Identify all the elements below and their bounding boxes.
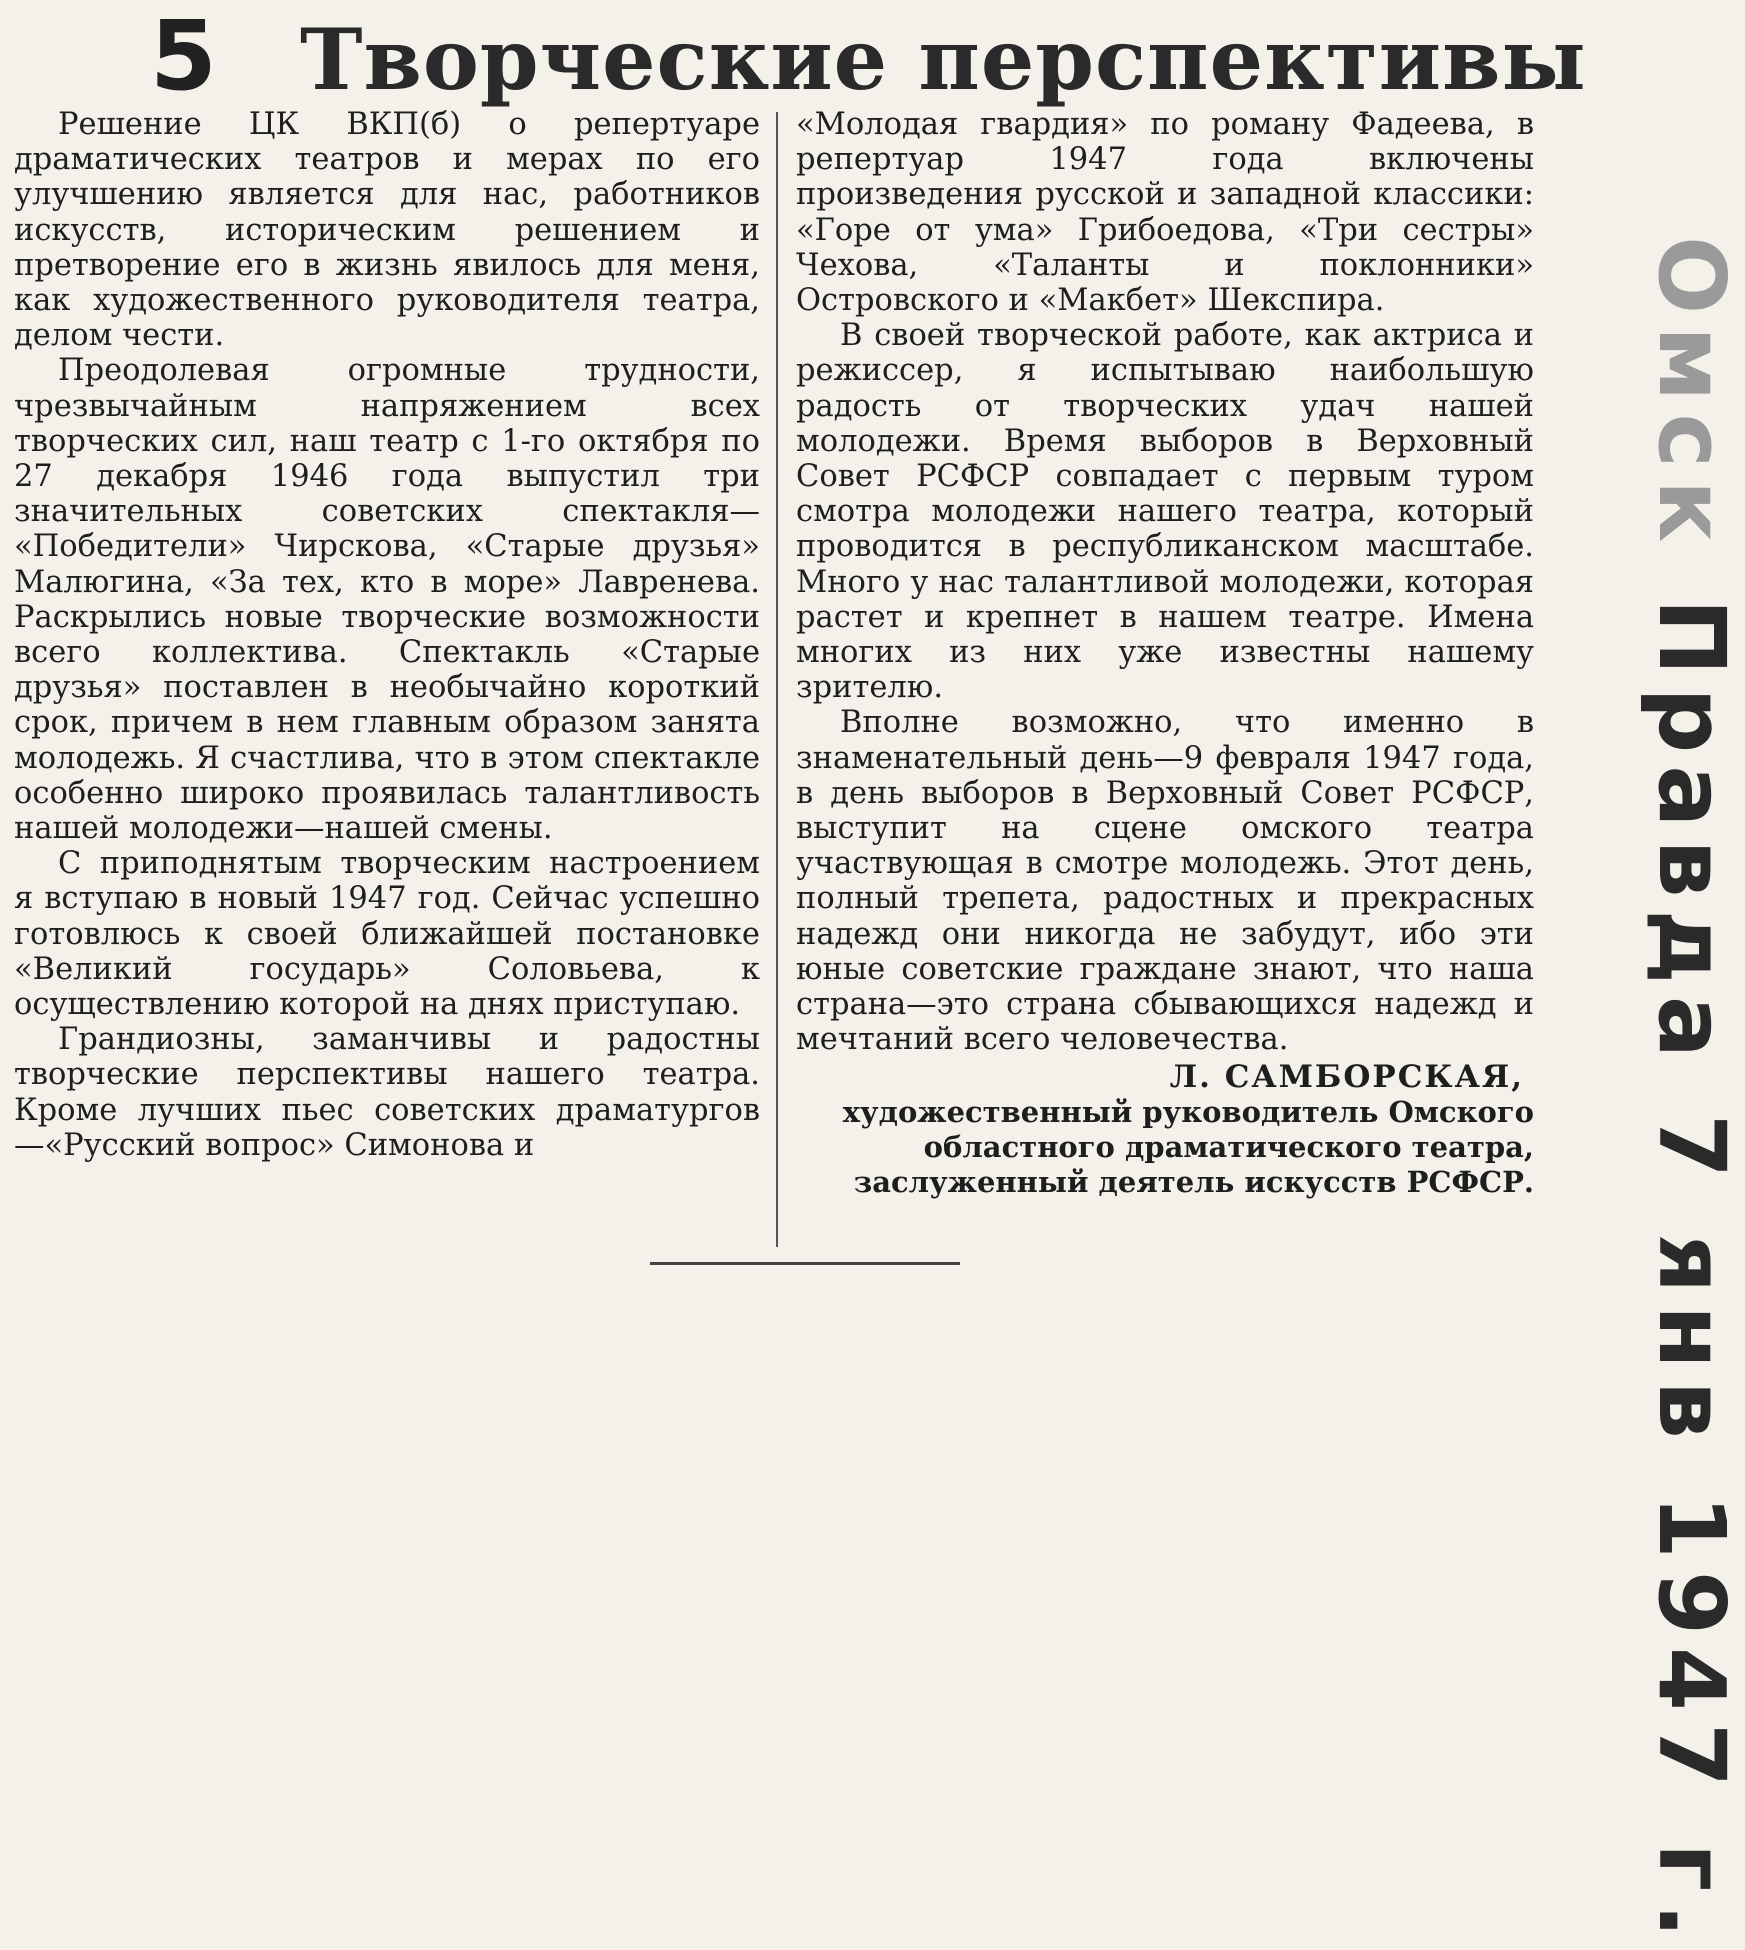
- paragraph: «Молодая гвардия» по роману Фадеева, в репертуар 1947 года включены произведения русской и западной классики: «Горе от ума» Грибоедова, «Три сестры» Чехова, «Таланты и поклонники» Островского и «Макбет» Шекспира.: [796, 107, 1534, 319]
- right-column: [796, 107, 1534, 1200]
- left-column: [14, 107, 760, 1163]
- author-signature: [796, 1059, 1534, 1200]
- author-name: Л. САМБОРСКАЯ,: [1169, 1059, 1524, 1096]
- author-role-line: областного драматического театра,: [923, 1130, 1534, 1165]
- paragraph: Вполне возможно, что именно в знаменательный день—9 февраля 1947 года, в день выборов в Верховный Совет РСФСР, выступит на сцене омского театра участвующая в смотре молодежь. Этот день, полный трепета, радостных и прекрасных надежд они никогда не забудут, ибо эти юные советские граждане знают, что наша страна—это страна сбывающихся надежд и мечтаний всего человечества.: [796, 705, 1534, 1058]
- column-divider: [776, 112, 778, 1247]
- end-rule: [650, 1262, 960, 1265]
- paragraph: Грандиозны, заманчивы и радостны творческие перспективы нашего театра. Кроме лучших пьес советских драматургов—«Русский вопрос» Симонова и: [14, 1022, 760, 1163]
- handwritten-number-mark: 5: [150, 0, 217, 112]
- article-title: Творческие перспективы: [300, 10, 1587, 109]
- stamp-text: [1638, 236, 1745, 1950]
- source-stamp: [1590, 236, 1745, 1950]
- stamp-city: Омск: [1638, 236, 1745, 555]
- paragraph: Решение ЦК ВКП(б) о репертуаре драматических театров и мерах по его улучшению является для нас, работников искусств, историческим решением и претворение его в жизнь явилось для меня, как художественного руководителя театра, делом чести.: [14, 107, 760, 354]
- stamp-paper: Правда: [1638, 598, 1745, 1070]
- author-role-line: заслуженный деятель искусств РСФСР.: [853, 1165, 1534, 1200]
- author-role-line: художественный руководитель Омского: [842, 1095, 1534, 1130]
- stamp-date: 7 янв 1947 г.: [1638, 1114, 1745, 1950]
- paragraph: С приподнятым творческим настроением я вступаю в новый 1947 год. Сейчас успешно готовлюсь к своей ближайшей постановке «Великий государь» Соловьева, к осуществлению которой на днях приступаю.: [14, 846, 760, 1023]
- paragraph: Преодолевая огромные трудности, чрезвычайным напряжением всех творческих сил, наш театр с 1-го октября по 27 декабря 1946 года выпустил три значительных советских спектакля— «Победители» Чирскова, «Старые друзья» Малюгина, «За тех, кто в море» Лавренева. Раскрылись новые творческие возможности всего коллектива. Спектакль «Старые друзья» поставлен в необычайно короткий срок, причем в нем главным образом занята молодежь. Я счастлива, что в этом спектакле особенно широко проявилась талантливость нашей молодежи—нашей смены.: [14, 353, 760, 847]
- paragraph: В своей творческой работе, как актриса и режиссер, я испытываю наибольшую радость от творческих удач нашей молодежи. Время выборов в Верховный Совет РСФСР совпадает с первым туром смотра молодежи нашего театра, который проводится в республиканском масштабе. Много у нас талантливой молодежи, которая растет и крепнет в нашем театре. Имена многих из них уже известны нашему зрителю.: [796, 318, 1534, 706]
